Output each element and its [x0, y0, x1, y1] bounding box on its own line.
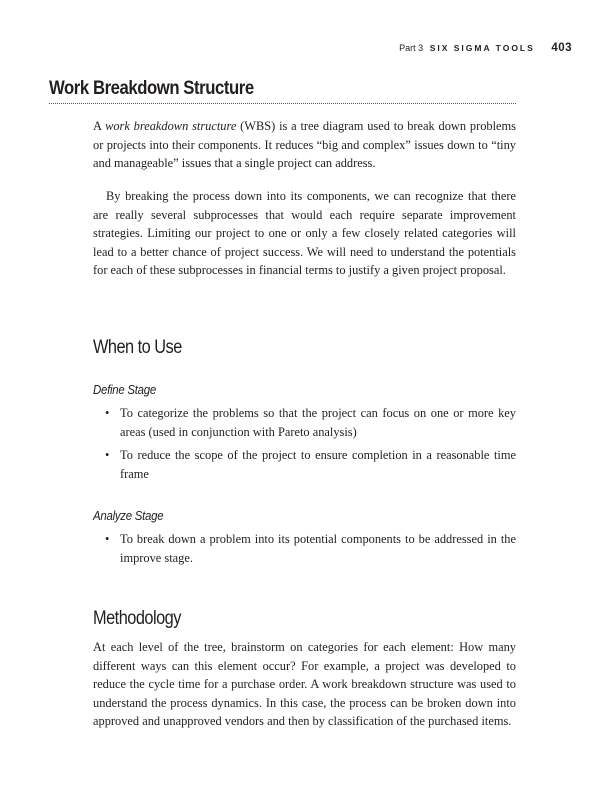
methodology-paragraph — [93, 638, 516, 731]
page-title: Work Breakdown Structure — [49, 78, 254, 99]
define-stage-heading: Define Stage — [93, 382, 156, 397]
analyze-stage-list — [105, 530, 516, 572]
running-head-section: SIX SIGMA TOOLS — [429, 43, 535, 53]
bullet-icon: • — [105, 448, 110, 462]
bullet-icon: • — [105, 532, 110, 546]
methodology-heading: Methodology — [93, 608, 181, 629]
title-dotted-rule — [49, 103, 516, 104]
list-item — [105, 446, 516, 483]
intro-prefix: A — [93, 119, 106, 133]
intro-paragraph-2 — [93, 187, 516, 280]
when-to-use-heading: When to Use — [93, 337, 182, 358]
define-stage-list — [105, 404, 516, 488]
list-item — [105, 404, 516, 441]
list-item-text: To break down a problem into its potential components to be addressed in the improve stage. — [120, 532, 516, 565]
bullet-icon: • — [105, 406, 110, 420]
analyze-stage-heading: Analyze Stage — [93, 508, 164, 523]
intro-rest: (WBS) is a tree diagram used to break down problems or projects into their components. It reduces “big and complex” issues down to “tiny and manageable” issues that a single project can address. — [93, 119, 516, 170]
intro-term: work breakdown structure — [105, 119, 237, 133]
page-number: 403 — [551, 42, 572, 54]
list-item-text: To reduce the scope of the project to ensure completion in a reasonable time frame — [120, 448, 516, 481]
intro-paragraph-2-text: By breaking the process down into its components, we can recognize that there are really several subprocesses that would each require separate improvement strategies. Limiting our project to one or only a few closely related categories will lead to a better chance of project success. We will need to understand the potentials for each of these subprocesses in financial terms to justify a given project proposal. — [93, 189, 516, 277]
methodology-text: At each level of the tree, brainstorm on categories for each element: How many different ways can this element occur? For example, a project was developed to reduce the cycle time for a purchase order. A work breakdown structure was used to understand the process dynamics. In this case, the process can be broken down into approved and unapproved vendors and then by classification of the purchased items. — [93, 640, 516, 728]
running-head — [399, 42, 572, 54]
intro-paragraph-1 — [93, 117, 516, 173]
list-item — [105, 530, 516, 567]
list-item-text: To categorize the problems so that the project can focus on one or more key areas (used in conjunction with Pareto analysis) — [120, 406, 516, 439]
running-head-part: Part 3 — [399, 43, 424, 53]
